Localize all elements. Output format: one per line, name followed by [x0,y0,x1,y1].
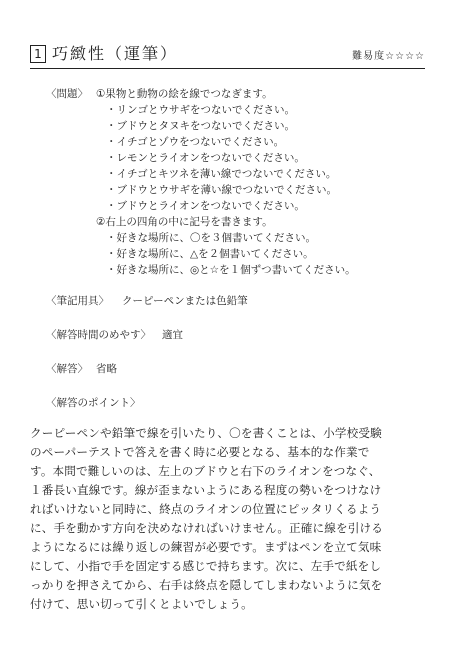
question-2-heading: ②右上の四角の中に記号を書きます。 [96,216,273,228]
page-title: 巧緻性（運筆） [52,44,179,63]
tools-section [46,293,426,309]
question-2-bullet-1: ・好きな場所に、〇を３個書いてください。 [106,232,316,244]
points-line: ればいけないと同時に、終点のライオンの位置にピッタリくるよう [30,502,382,516]
points-line: １番長い直線です。線が歪まないようにある程度の勢いをつけなけ [30,483,382,497]
question-2-bullet-2: ・好きな場所に、△を２個書いてください。 [106,248,314,260]
list-item [46,150,426,166]
tools-value: クーピーペンまたは色鉛筆 [122,295,248,307]
question-label: 〈問題〉 [46,88,88,100]
points-line: クーピーペンや鉛筆で線を引いたり、〇を書くことは、小学校受験 [30,426,382,440]
question-1-bullet-1: ・リンゴとウサギをつないでください。 [106,104,295,116]
list-item [46,102,426,118]
content [46,86,426,411]
header-divider [30,68,425,69]
question-row-2 [46,214,426,230]
question-number-box: 1 [30,45,46,63]
tools-label: 〈筆記用具〉 [46,295,109,307]
points-line: す。本問で難しいのは、左上のブドウと右下のライオンをつなぐ、 [30,464,381,478]
list-item [46,262,426,278]
question-2-bullet-3: ・好きな場所に、◎と☆を１個ずつ書いてください。 [106,264,356,276]
question-1-bullet-7: ・ブドウとライオンをつないでください。 [106,200,305,212]
difficulty-rating: 難易度☆☆☆☆ [352,51,425,62]
points-line: 付けて、思い切って引くとよいでしょう。 [30,597,253,611]
points-line: っかりを押さえてから、右手は終点を隠してしまわないように気を [30,578,383,592]
points-line: に、手を動かす方向を決めなければいけません。正確に線を引ける [30,521,384,535]
list-item [46,230,426,246]
time-value: 適宜 [162,329,183,341]
question-1-bullet-6: ・ブドウとウサギを薄い線でつないでください。 [106,184,337,196]
question-row-1 [46,86,426,102]
time-section [46,327,426,343]
question-1-bullet-5: ・イチゴとキツネを薄い線でつないでください。 [106,168,337,180]
list-item [46,134,426,150]
header [30,44,425,66]
question-1-bullet-3: ・イチゴとゾウをつないでください。 [106,136,285,148]
points-line: ようになるには繰り返しの練習が必要です。まずはペンを立て気味 [30,540,382,554]
list-item [46,118,426,134]
points-line: のペーパーテストで答えを書く時に必要となる、基本的な作業で [30,445,370,459]
points-label: 〈解答のポイント〉 [46,397,141,409]
list-item [46,166,426,182]
points-body [30,424,426,614]
list-item [46,246,426,262]
answer-label: 〈解答〉 [46,363,88,375]
question-1-heading: ①果物と動物の絵を線でつなぎます。 [96,88,273,100]
answer-section [46,361,426,377]
list-item [46,182,426,198]
list-item [46,198,426,214]
time-label: 〈解答時間のめやす〉 [46,329,151,341]
answer-value: 省略 [96,363,117,375]
question-1-bullet-4: ・レモンとライオンをつないでください。 [106,152,305,164]
points-line: にして、小指で手を固定する感じで持ちます。次に、左手で紙をし [30,559,382,573]
question-1-bullet-2: ・ブドウとタヌキをつないでください。 [106,120,295,132]
